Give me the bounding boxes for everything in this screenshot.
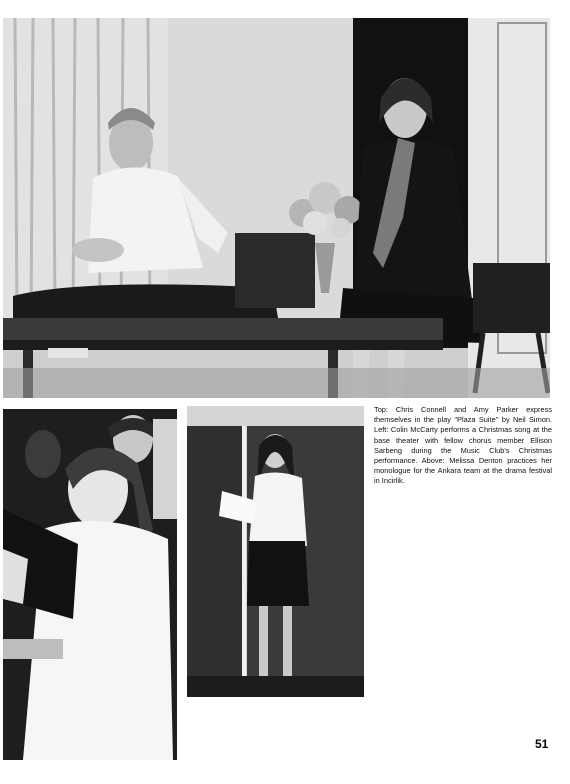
page-number: 51 <box>535 737 549 751</box>
photo-play-scene-drawing <box>3 18 550 398</box>
photo-monologue-drawing <box>187 406 364 697</box>
photo-monologue <box>187 406 364 697</box>
photo-christmas-song-drawing <box>3 409 177 760</box>
photo-christmas-song <box>3 409 177 760</box>
photo-caption: Top: Chris Connell and Amy Parker express themselves in the play ''Plaza Suite'' by Neil Simon. Left: Colin McCarty performs a Christmas song at the base theater with fellow chorus member Ellison Sarbeng during the Music Club's Christmas performance. Above: Melissa Denton practices her monologue for the Ankara team at the drama festival in Incirlik. <box>374 405 552 486</box>
photo-play-scene <box>3 18 550 398</box>
